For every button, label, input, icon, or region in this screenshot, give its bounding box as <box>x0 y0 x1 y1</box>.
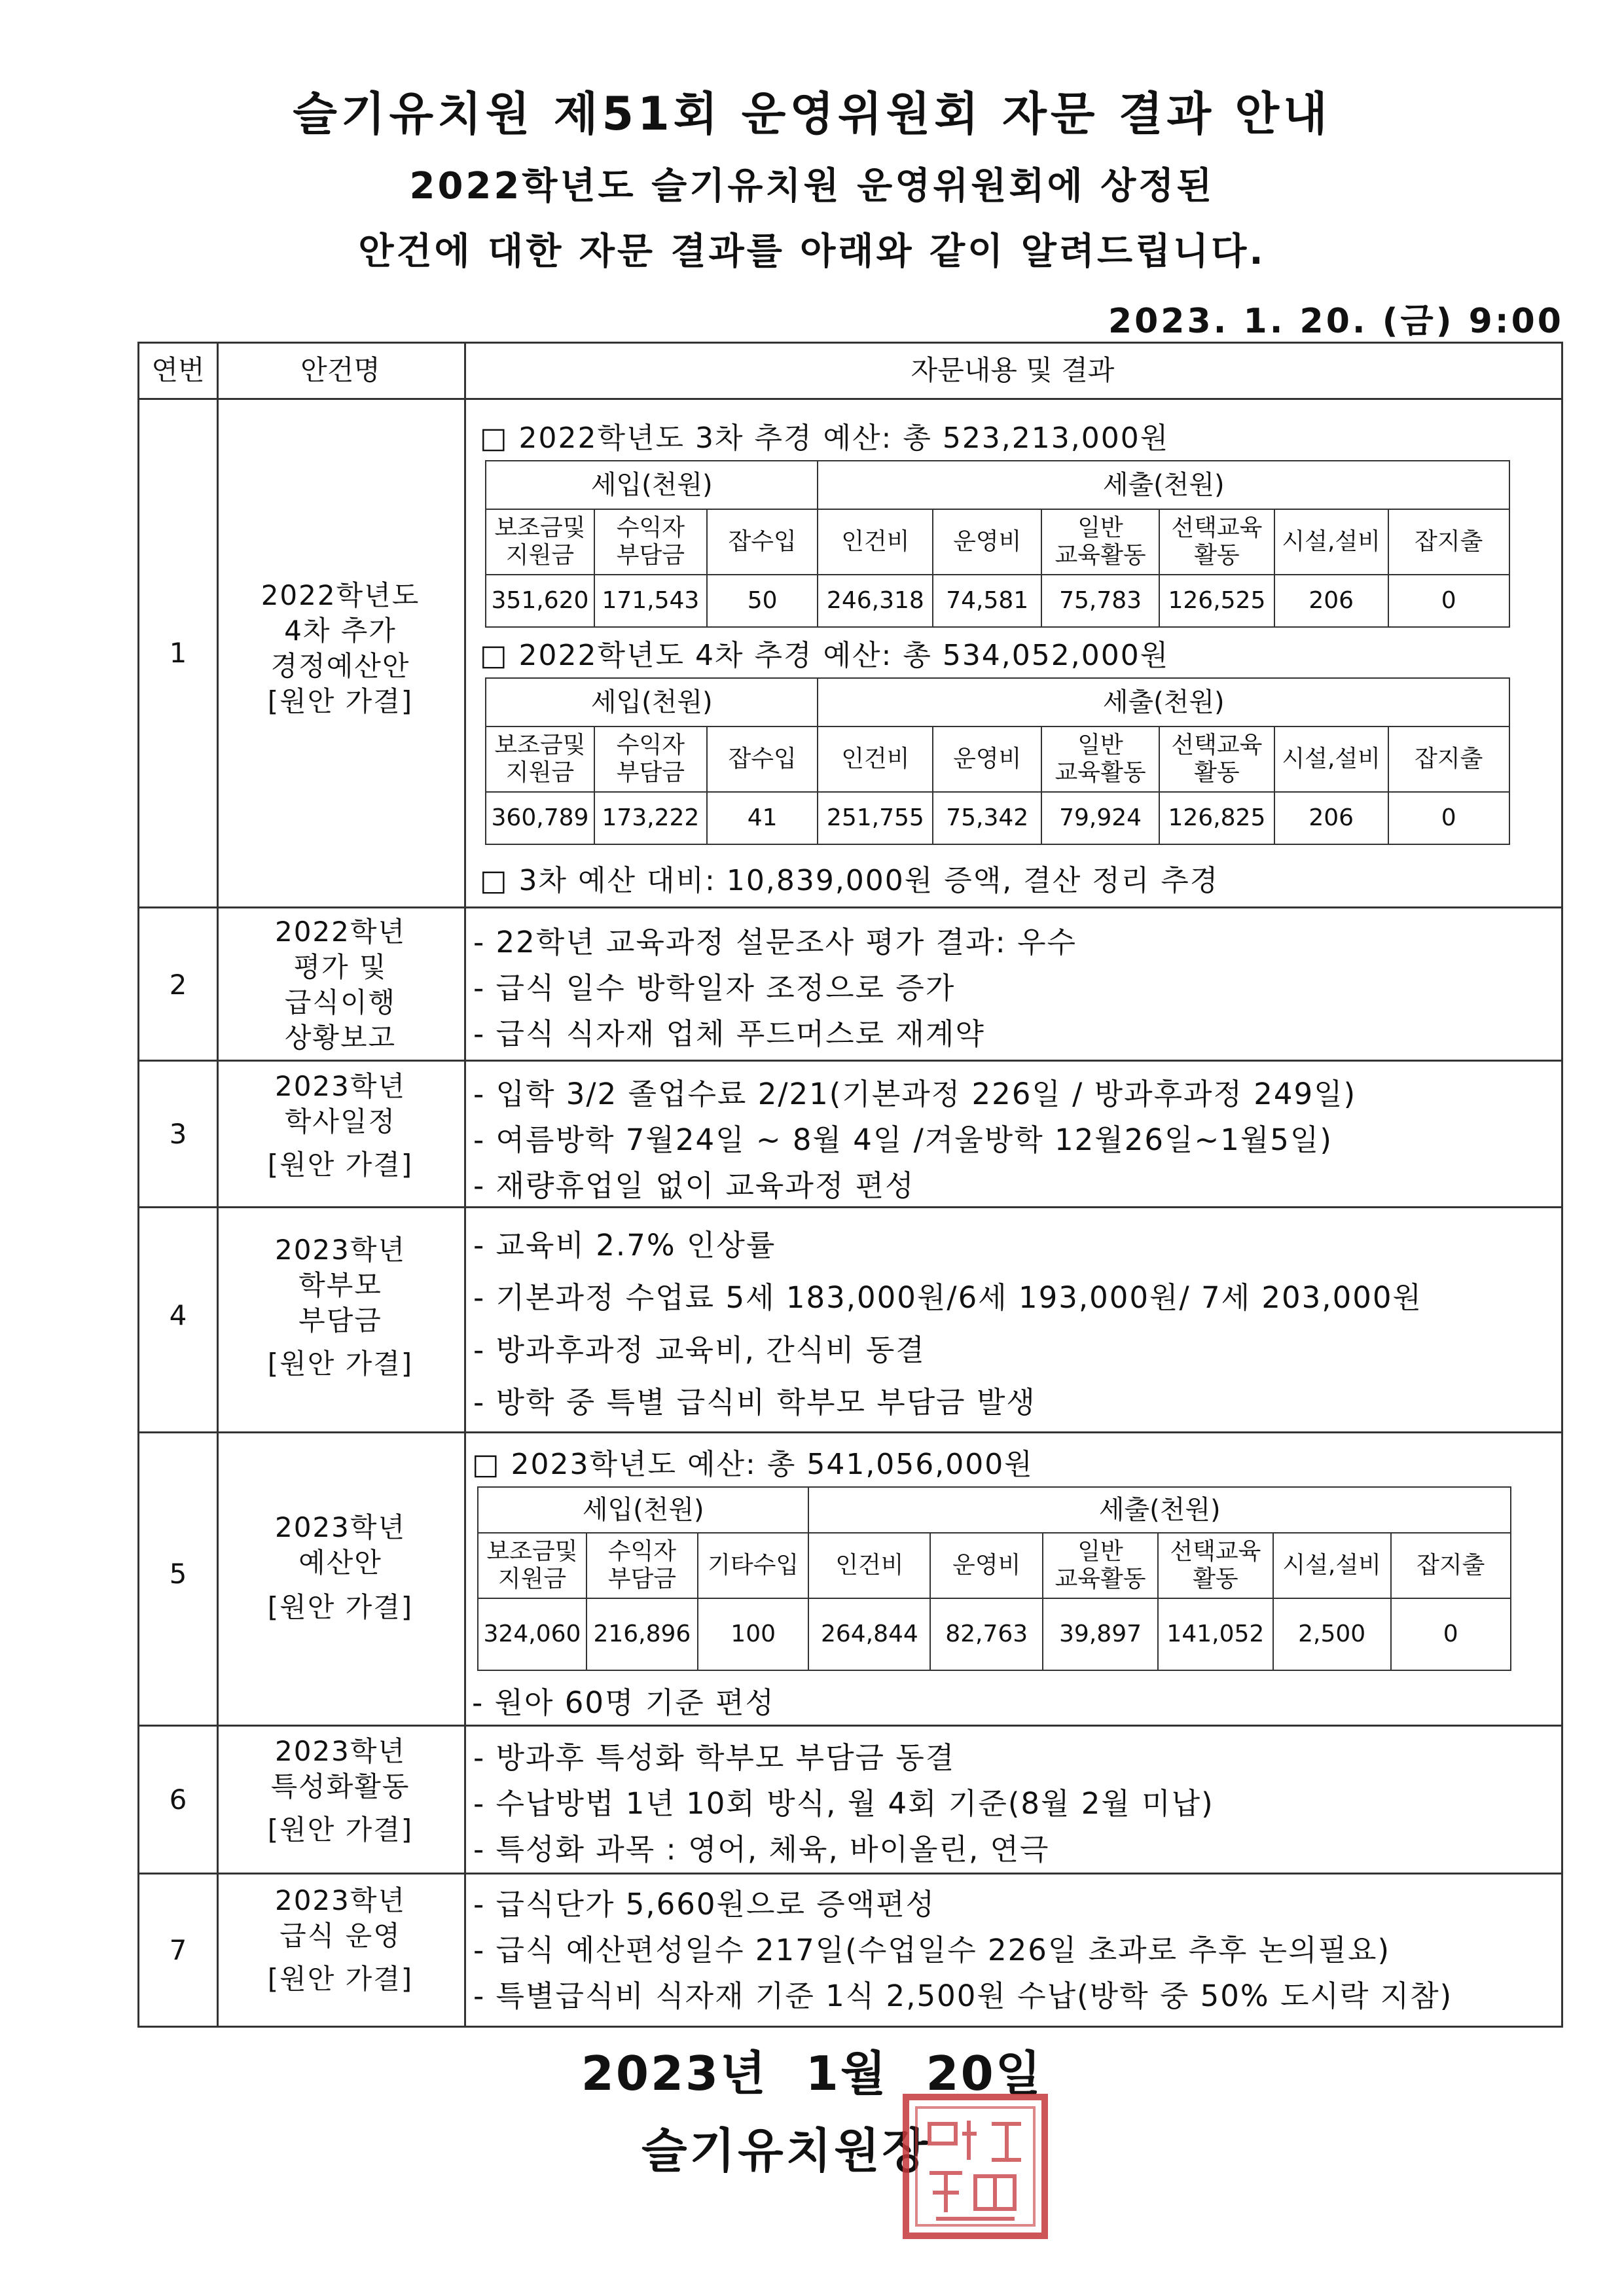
row-7-content <box>473 1882 1453 2019</box>
row-4-name-line: 학부모 <box>298 1269 382 1301</box>
row-7-name-line: 급식 운영 <box>280 1920 401 1952</box>
value-cell: 75,783 <box>1041 575 1159 627</box>
result-item: - 방과후 특성화 학부모 부담금 동결 <box>473 1740 956 1775</box>
agenda-table <box>137 342 1563 2028</box>
value-cell: 264,844 <box>808 1598 930 1670</box>
row-6-decision: [원안 가결] <box>267 1814 414 1846</box>
row-1-decision: [원안 가결] <box>267 685 414 717</box>
result-item: - 교육비 2.7% 인상률 <box>473 1228 776 1263</box>
budget-2023-label: □ 2023학년도 예산: 총 541,056,000원 <box>472 1448 1034 1481</box>
row-divider <box>139 1206 1561 1208</box>
budget-2023-values <box>478 1598 1511 1670</box>
row-7-name <box>219 1883 461 1997</box>
value-cell: 0 <box>1388 575 1510 627</box>
row-4-content <box>473 1219 1422 1429</box>
col-elective: 선택교육 활동 <box>1159 726 1274 792</box>
col-general: 일반 교육활동 <box>1041 509 1159 575</box>
row-4-name-line: 부담금 <box>298 1304 382 1336</box>
col-operating: 운영비 <box>933 509 1041 575</box>
value-cell: 50 <box>707 575 818 627</box>
row-divider <box>139 1431 1561 1433</box>
result-item: - 22학년 교육과정 설문조사 평가 결과: 우수 <box>473 925 1077 960</box>
value-cell: 173,222 <box>594 792 707 844</box>
budget-3rd-label: □ 2022학년도 3차 추경 예산: 총 523,213,000원 <box>480 422 1170 455</box>
revenue-header: 세입(천원) <box>486 461 818 509</box>
signer-name: 슬기유치원장 <box>641 2123 931 2178</box>
subtitle-line-1: 2022학년도 슬기유치원 운영위원회에 상정된 <box>409 165 1215 207</box>
row-7-no: 7 <box>169 1934 187 1966</box>
row-6-content <box>473 1735 1214 1873</box>
header-agenda: 안건명 <box>300 354 380 386</box>
row-1-name-line: 경정예산안 <box>270 650 410 682</box>
value-cell: 351,620 <box>486 575 594 627</box>
row-5-name <box>219 1510 461 1625</box>
expense-header: 세출(천원) <box>808 1487 1511 1533</box>
row-1-no: 1 <box>169 637 187 669</box>
value-cell: 171,543 <box>594 575 707 627</box>
col-operating: 운영비 <box>930 1533 1043 1598</box>
col-facility: 시설,설비 <box>1273 1533 1391 1598</box>
col-personnel: 인건비 <box>818 726 933 792</box>
result-item: - 급식 예산편성일수 217일(수업일수 226일 초과로 추후 논의필요) <box>473 1933 1391 1967</box>
value-cell: 126,525 <box>1159 575 1274 627</box>
row-6-name-line: 2023학년 <box>274 1735 406 1767</box>
subtitle-line-2: 안건에 대한 자문 결과를 아래와 같이 알려드립니다. <box>358 230 1266 273</box>
value-cell: 41 <box>707 792 818 844</box>
row-7-decision: [원안 가결] <box>267 1963 414 1995</box>
result-item: - 입학 3/2 졸업수료 2/21(기본과정 226일 / 방과후과정 249일) <box>473 1077 1357 1111</box>
row-3-decision: [원안 가결] <box>267 1149 414 1181</box>
value-cell: 206 <box>1274 575 1388 627</box>
expense-header: 세출(천원) <box>818 678 1509 726</box>
value-cell: 100 <box>698 1598 809 1670</box>
col-misc-expense: 잡지출 <box>1391 1533 1511 1598</box>
col-subsidy: 보조금및 지원금 <box>486 509 594 575</box>
value-cell: 360,789 <box>486 792 594 844</box>
row-4-no: 4 <box>169 1299 187 1331</box>
col-elective: 선택교육 활동 <box>1159 509 1274 575</box>
col-elective: 선택교육 활동 <box>1158 1533 1273 1598</box>
col-beneficiary: 수익자 부담금 <box>586 1533 698 1598</box>
footer-date: 2023년 1월 20일 <box>581 2046 1043 2101</box>
result-item: - 여름방학 7월24일 ~ 8월 4일 /겨울방학 12월26일~1월5일) <box>473 1122 1333 1157</box>
row-2-name-line: 급식이행 <box>284 986 397 1018</box>
result-item: - 방학 중 특별 급식비 학부모 부담금 발생 <box>473 1385 1036 1420</box>
col-operating: 운영비 <box>933 726 1041 792</box>
row-2-name-line: 2022학년 <box>274 916 406 948</box>
value-cell: 141,052 <box>1158 1598 1273 1670</box>
row-divider <box>139 398 1561 400</box>
row-3-content <box>473 1071 1356 1209</box>
row-2-name <box>219 914 461 1056</box>
row-divider <box>139 1873 1561 1874</box>
row-2-content <box>473 920 1077 1057</box>
col-misc-income: 잡수입 <box>707 726 818 792</box>
row-5-name-line: 2023학년 <box>274 1511 406 1543</box>
document-title: 슬기유치원 제51회 운영위원회 자문 결과 안내 <box>293 87 1331 141</box>
result-item: - 기본과정 수업료 5세 183,000원/6세 193,000원/ 7세 203,000원 <box>473 1280 1422 1315</box>
column-divider <box>217 344 219 2026</box>
budget-4th-values <box>486 792 1509 844</box>
col-personnel: 인건비 <box>818 509 933 575</box>
row-6-no: 6 <box>169 1784 187 1816</box>
row-divider <box>139 1725 1561 1727</box>
value-cell: 2,500 <box>1273 1598 1391 1670</box>
result-item: - 방과후과정 교육비, 간식비 동결 <box>473 1333 926 1367</box>
row-2-name-line: 상황보고 <box>284 1022 397 1054</box>
result-item: - 특성화 과목 : 영어, 체육, 바이올린, 연극 <box>473 1832 1050 1867</box>
row-1-name-line: 4차 추가 <box>284 615 397 647</box>
row-6-name <box>219 1734 461 1848</box>
result-item: - 급식 식자재 업체 푸드머스로 재계약 <box>473 1016 985 1051</box>
result-item: - 원아 60명 기준 편성 <box>472 1685 776 1720</box>
expense-header: 세출(천원) <box>818 461 1509 509</box>
budget-note: □ 3차 예산 대비: 10,839,000원 증액, 결산 정리 추경 <box>480 864 1219 897</box>
notice-date: 2023. 1. 20. (금) 9:00 <box>1108 302 1564 341</box>
row-5-decision: [원안 가결] <box>267 1591 414 1623</box>
value-cell: 126,825 <box>1159 792 1274 844</box>
result-item: - 특별급식비 식자재 기준 1식 2,500원 수납(방학 중 50% 도시락 지참) <box>473 1979 1453 2013</box>
row-4-name <box>219 1232 461 1382</box>
row-3-name <box>219 1069 461 1183</box>
row-7-name-line: 2023학년 <box>274 1884 406 1916</box>
row-divider <box>139 1060 1561 1062</box>
official-seal-icon <box>897 2088 1054 2245</box>
value-cell: 0 <box>1391 1598 1511 1670</box>
row-2-no: 2 <box>169 969 187 1001</box>
value-cell: 82,763 <box>930 1598 1043 1670</box>
col-beneficiary: 수익자 부담금 <box>594 509 707 575</box>
col-general: 일반 교육활동 <box>1043 1533 1158 1598</box>
col-misc-income: 잡수입 <box>707 509 818 575</box>
value-cell: 206 <box>1274 792 1388 844</box>
row-5-no: 5 <box>169 1558 187 1590</box>
revenue-header: 세입(천원) <box>478 1487 808 1533</box>
value-cell: 79,924 <box>1041 792 1159 844</box>
value-cell: 0 <box>1388 792 1510 844</box>
budget-3rd-table <box>485 460 1510 628</box>
col-other-income: 기타수입 <box>698 1533 809 1598</box>
result-item: - 재량휴업일 없이 교육과정 편성 <box>473 1168 915 1203</box>
value-cell: 324,060 <box>478 1598 586 1670</box>
result-item: - 수납방법 1년 10회 방식, 월 4회 기준(8월 2월 미납) <box>473 1786 1214 1821</box>
budget-4th-label: □ 2022학년도 4차 추경 예산: 총 534,052,000원 <box>480 639 1170 672</box>
row-5-content <box>472 1679 775 1721</box>
budget-4th-table <box>485 677 1510 845</box>
row-3-name-line: 학사일정 <box>284 1105 397 1138</box>
value-cell: 75,342 <box>933 792 1041 844</box>
row-6-name-line: 특성화활동 <box>270 1770 410 1803</box>
result-item: - 급식 일수 방학일자 조정으로 증가 <box>473 971 956 1005</box>
col-facility: 시설,설비 <box>1274 726 1388 792</box>
col-subsidy: 보조금및 지원금 <box>486 726 594 792</box>
row-3-name-line: 2023학년 <box>274 1070 406 1102</box>
col-personnel: 인건비 <box>808 1533 930 1598</box>
col-misc-expense: 잡지출 <box>1388 509 1510 575</box>
col-facility: 시설,설비 <box>1274 509 1388 575</box>
row-3-no: 3 <box>169 1118 187 1150</box>
col-misc-expense: 잡지출 <box>1388 726 1510 792</box>
row-divider <box>139 906 1561 908</box>
row-5-name-line: 예산안 <box>298 1547 382 1579</box>
col-beneficiary: 수익자 부담금 <box>594 726 707 792</box>
value-cell: 251,755 <box>818 792 933 844</box>
row-4-name-line: 2023학년 <box>274 1234 406 1266</box>
col-general: 일반 교육활동 <box>1041 726 1159 792</box>
budget-3rd-values <box>486 575 1509 627</box>
header-result: 자문내용 및 결과 <box>911 354 1115 386</box>
budget-2023-table <box>477 1486 1511 1671</box>
value-cell: 216,896 <box>586 1598 698 1670</box>
row-4-decision: [원안 가결] <box>267 1348 414 1380</box>
column-divider <box>464 344 466 2026</box>
value-cell: 74,581 <box>933 575 1041 627</box>
row-1-name-line: 2022학년도 <box>261 579 420 611</box>
row-2-name-line: 평가 및 <box>293 951 388 983</box>
revenue-header: 세입(천원) <box>486 678 818 726</box>
result-item: - 급식단가 5,660원으로 증액편성 <box>473 1887 936 1922</box>
header-no: 연번 <box>151 354 205 386</box>
value-cell: 39,897 <box>1043 1598 1158 1670</box>
row-1-name <box>219 578 461 719</box>
col-subsidy: 보조금및 지원금 <box>478 1533 586 1598</box>
value-cell: 246,318 <box>818 575 933 627</box>
